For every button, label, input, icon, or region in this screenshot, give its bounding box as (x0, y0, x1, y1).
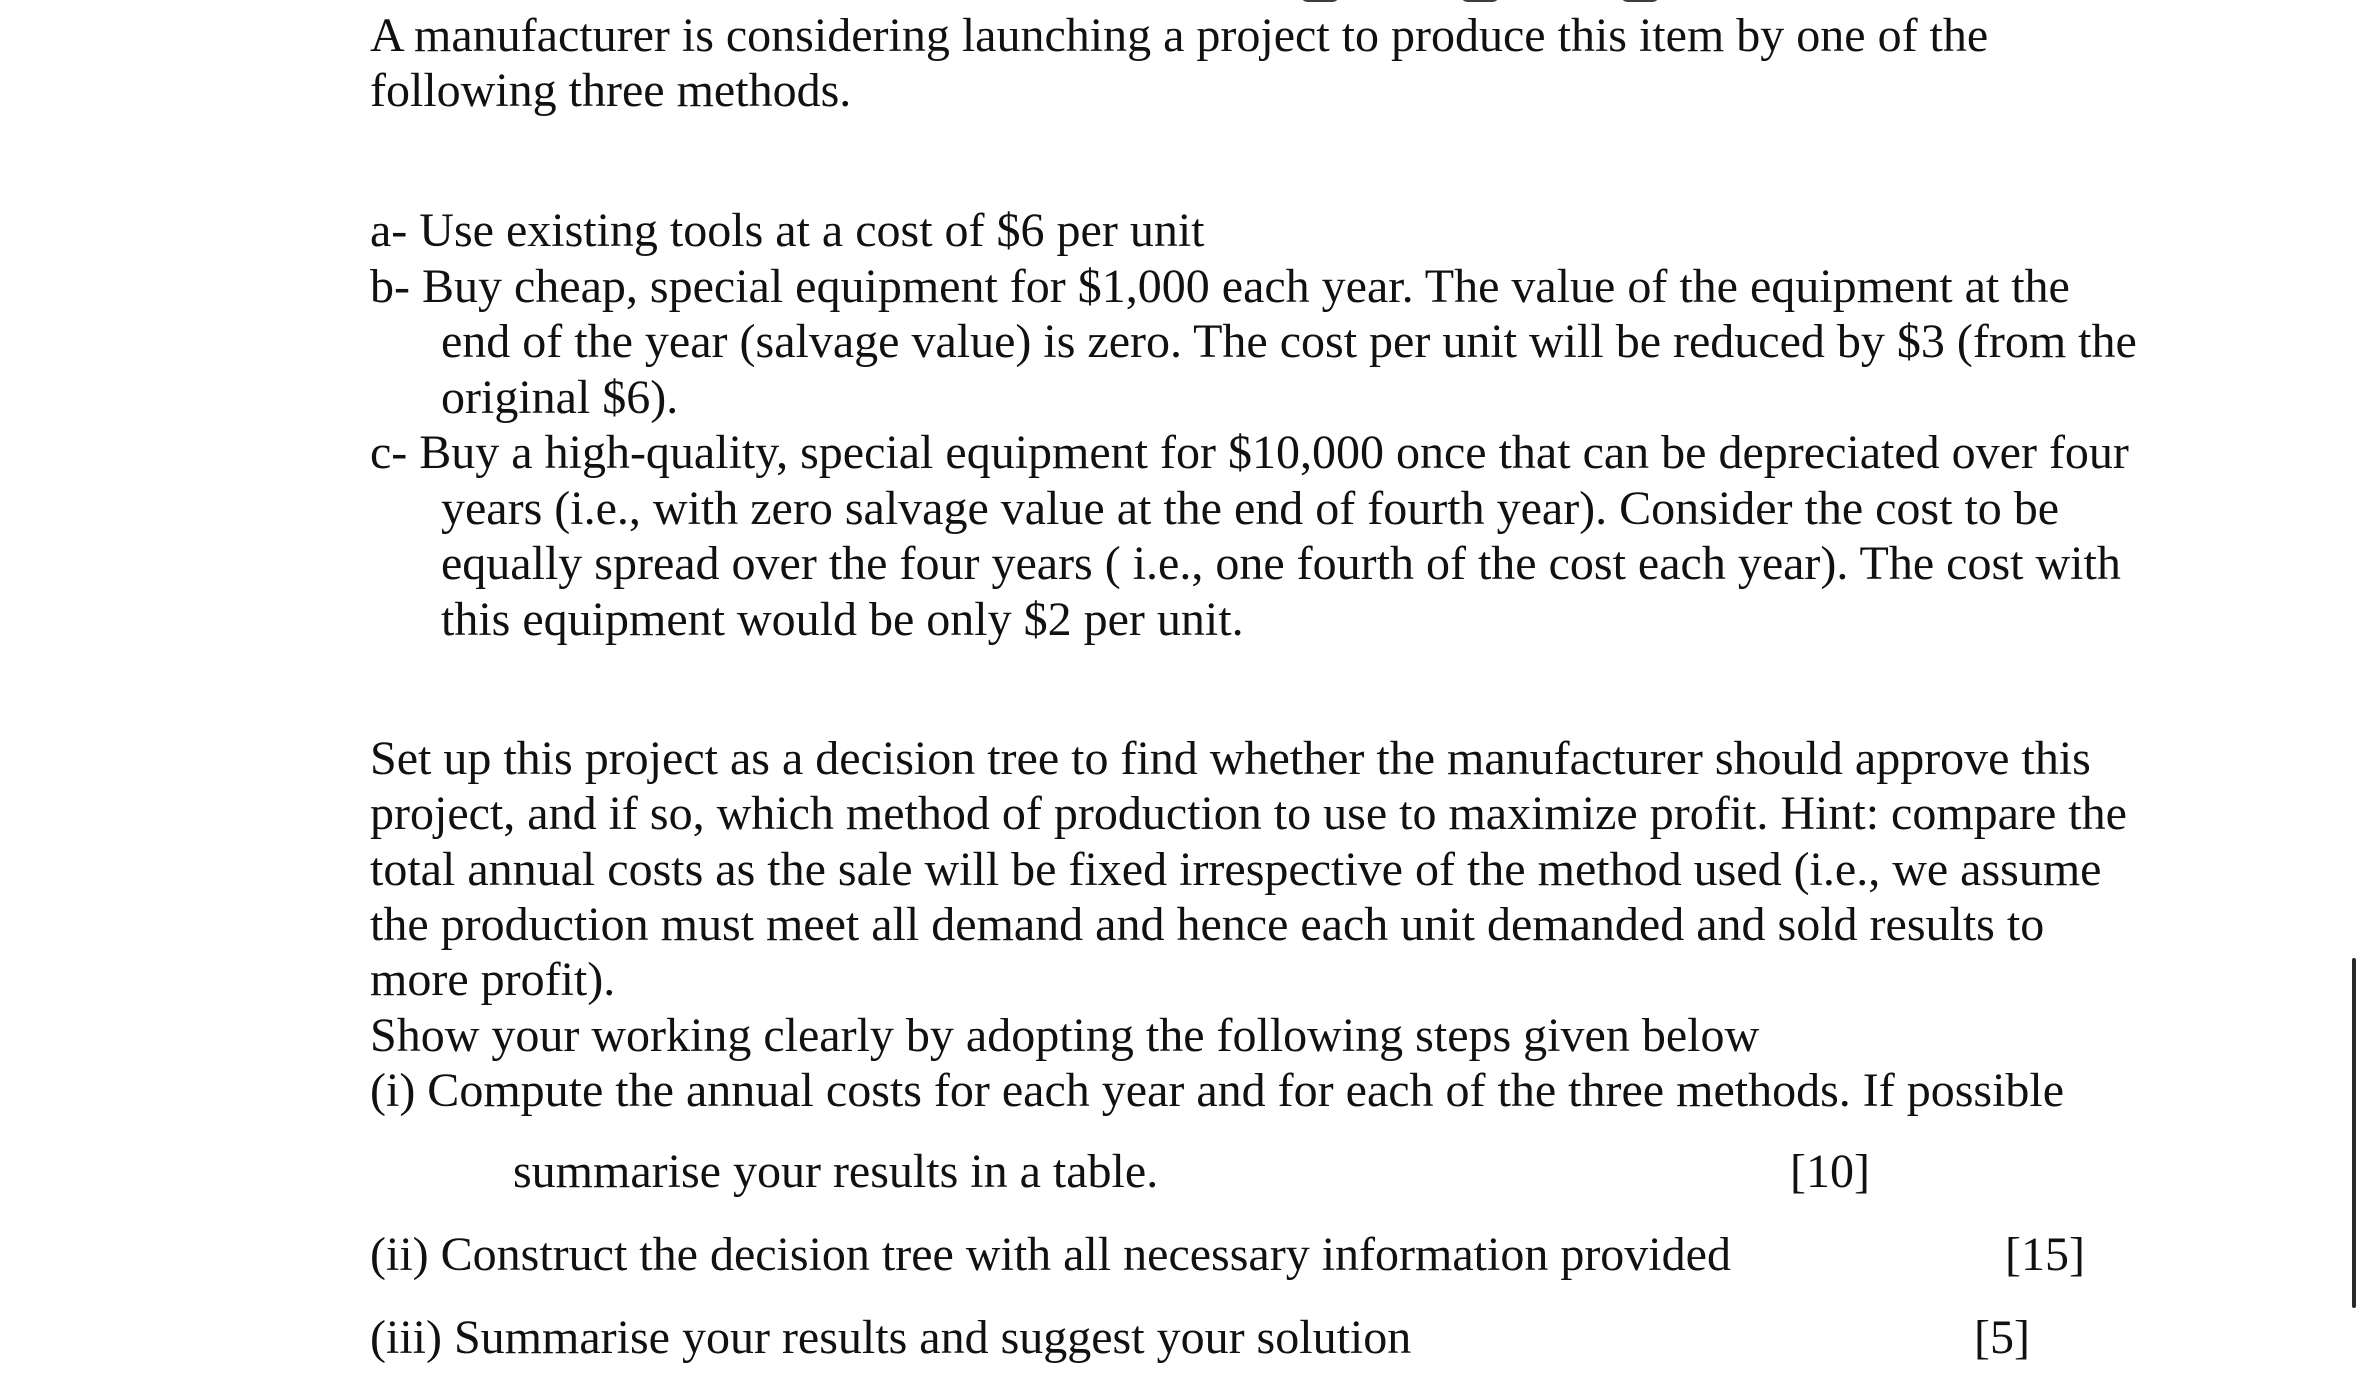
text-line: (iii) Summarise your results and suggest your solution (370, 1311, 1412, 1364)
text-line: total annual costs as the sale will be fixed irrespective of the method used (i.e., we assume (370, 843, 2102, 896)
text-line: Show your working clearly by adopting the following steps given below (370, 1009, 1760, 1062)
text-line: c- Buy a high-quality, special equipment for $10,000 once that can be depreciated over four (370, 426, 2129, 479)
cut-off-text-fragment (1300, 0, 1920, 2)
text-line: (ii) Construct the decision tree with all necessary information provided (370, 1228, 1731, 1281)
marks-label: [5] (1974, 1311, 2030, 1364)
text-line: a- Use existing tools at a cost of $6 per unit (370, 204, 1205, 257)
text-line: A manufacturer is considering launching a project to produce this item by one of the (370, 9, 1989, 62)
text-line: Set up this project as a decision tree to find whether the manufacturer should approve this (370, 732, 2091, 785)
text-line: end of the year (salvage value) is zero. The cost per unit will be reduced by $3 (from the (441, 315, 2137, 368)
text-line: years (i.e., with zero salvage value at the end of fourth year). Consider the cost to be (441, 482, 2060, 535)
marks-label: [10] (1790, 1145, 1870, 1198)
text-line: more profit). (370, 953, 616, 1006)
text-line: (i) Compute the annual costs for each year and for each of the three methods. If possible (370, 1064, 2065, 1117)
text-line: original $6). (441, 371, 679, 424)
text-line: equally spread over the four years ( i.e., one fourth of the cost each year). The cost with (441, 537, 2121, 590)
text-line: summarise your results in a table. (513, 1145, 1159, 1198)
text-line: this equipment would be only $2 per unit. (441, 593, 1244, 646)
text-line: the production must meet all demand and hence each unit demanded and sold results to (370, 898, 2045, 951)
scrollbar[interactable] (2352, 958, 2356, 1308)
text-line: project, and if so, which method of production to use to maximize profit. Hint: compare the (370, 787, 2127, 840)
text-line: b- Buy cheap, special equipment for $1,000 each year. The value of the equipment at the (370, 260, 2070, 313)
text-line: following three methods. (370, 64, 852, 117)
marks-label: [15] (2005, 1228, 2085, 1281)
